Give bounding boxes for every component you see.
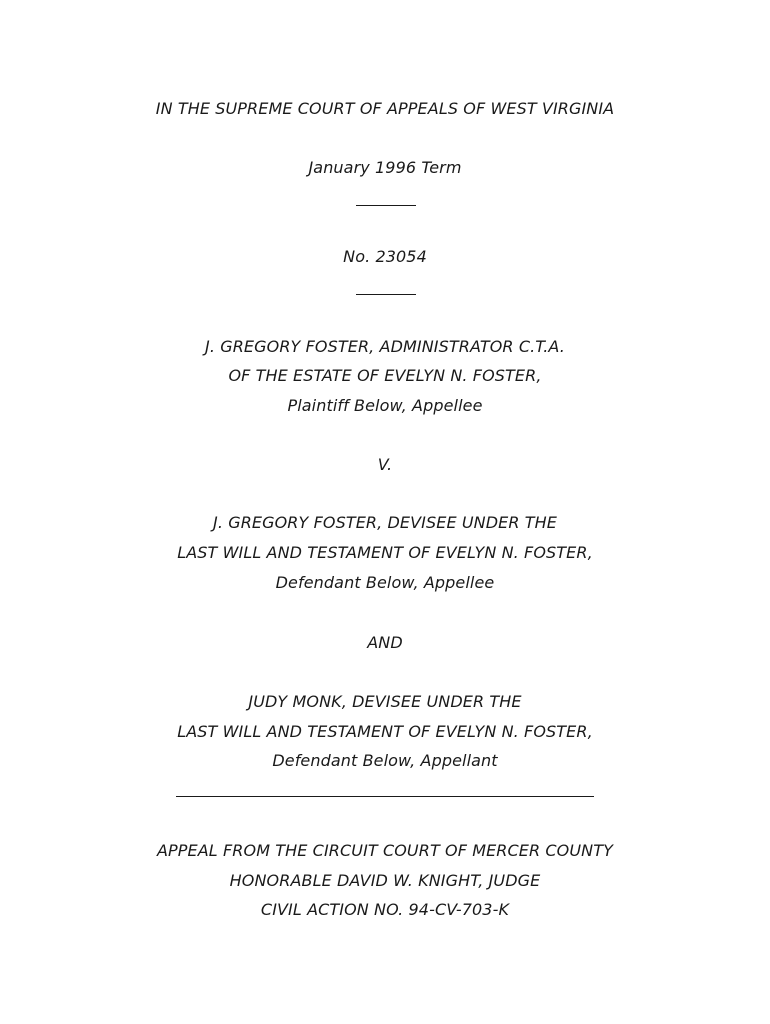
term-heading: January 1996 Term — [308, 158, 462, 177]
versus-label: V. — [377, 455, 393, 474]
separator-rule — [176, 796, 594, 797]
court-heading: IN THE SUPREME COURT OF APPEALS OF WEST VIRGINIA — [155, 99, 615, 118]
civil-action-number: CIVIL ACTION NO. 94-CV-703-K — [260, 900, 510, 919]
defendant-1-line-1: J. GREGORY FOSTER, DEVISEE UNDER THE — [213, 513, 557, 532]
plaintiff-line-1: J. GREGORY FOSTER, ADMINISTRATOR C.T.A. — [205, 337, 565, 356]
plaintiff-line-2: OF THE ESTATE OF EVELYN N. FOSTER, — [228, 366, 542, 385]
separator-rule — [356, 294, 416, 295]
appeal-judge: HONORABLE DAVID W. KNIGHT, JUDGE — [229, 871, 541, 890]
and-label: AND — [367, 633, 403, 652]
defendant-1-role: Defendant Below, Appellee — [275, 573, 495, 592]
defendant-2-line-1: JUDY MONK, DEVISEE UNDER THE — [248, 692, 522, 711]
separator-rule — [356, 205, 416, 206]
defendant-2-line-2: LAST WILL AND TESTAMENT OF EVELYN N. FOSTER, — [177, 722, 593, 741]
defendant-1-line-2: LAST WILL AND TESTAMENT OF EVELYN N. FOSTER, — [177, 543, 593, 562]
defendant-2-role: Defendant Below, Appellant — [272, 751, 498, 770]
plaintiff-role: Plaintiff Below, Appellee — [287, 396, 483, 415]
appeal-line-1: APPEAL FROM THE CIRCUIT COURT OF MERCER COUNTY — [156, 841, 613, 860]
case-number: No. 23054 — [343, 247, 427, 266]
